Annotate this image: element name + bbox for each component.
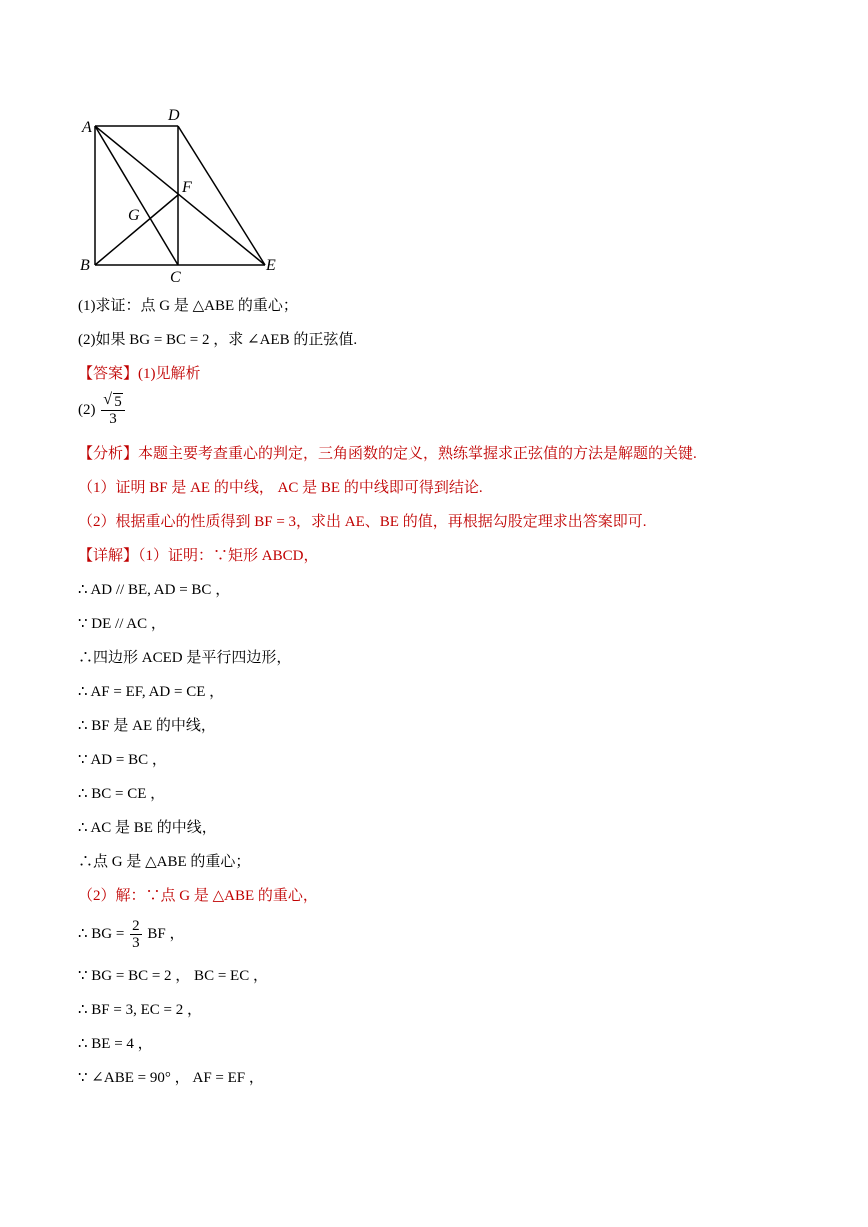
label-a: A [82,119,92,136]
question-1: (1)求证：点 G 是 △ABE 的重心； [78,298,298,314]
analysis-step1: （1）证明 BF 是 AE 的中线， AC 是 BE 的中线即可得到结论. [78,480,483,496]
analysis-step2: （2）根据重心的性质得到 BF = 3，求出 AE、BE 的值，再根据勾股定理求出答案即可. [78,514,647,530]
label-g: G [128,207,140,224]
answer-tag: 【答案】 [78,366,139,382]
detail-l12-pre: ∴ BG = [78,925,125,942]
detail-l1: （1）证明：∵矩形 ABCD， [138,548,319,564]
answer-denominator: 3 [109,411,117,427]
geometry-figure [70,100,300,290]
segment-ac [95,126,178,265]
detail-l4: ∴四边形 ACED 是平行四边形， [78,650,292,666]
analysis-tag: 【分析】 [78,446,139,462]
label-e: E [266,257,276,274]
answer-part2 [78,394,127,427]
detail-l12-numerator: 2 [132,918,140,934]
detail-l9: ∴ AC 是 BE 的中线， [78,820,217,836]
detail-l13: ∵ BG = BC = 2 ， BC = EC ， [78,968,268,984]
detail-l3: ∵ DE // AC ， [78,616,166,632]
detail-l10: ∴点 G 是 △ABE 的重心； [78,854,251,870]
detail-l12-post: BF ， [147,925,185,942]
detail-l2: ∴ AD // BE, AD = BC ， [78,582,231,598]
question-2: (2)如果 BG = BC = 2 ，求 ∠AEB 的正弦值. [78,332,358,348]
detail-l6: ∴ BF 是 AE 的中线， [78,718,216,734]
detail-l5: ∴ AF = EF, AD = CE ， [78,684,225,700]
label-d: D [168,107,180,124]
detail-l15: ∴ BE = 4 ， [78,1036,153,1052]
detail-l12-denominator: 3 [132,935,140,951]
analysis-text: 本题主要考查重心的判定，三角函数的定义，熟练掌握求正弦值的方法是解题的关键. [138,446,697,462]
detail-l8: ∴ BC = CE ， [78,786,166,802]
detail-l16: ∵ ∠ABE = 90° ， AF = EF ， [78,1070,264,1086]
analysis-line [78,444,697,464]
detail-l14: ∴ BF = 3, EC = 2 ， [78,1002,202,1018]
segment-bf [95,195,178,265]
label-b: B [80,257,90,274]
answer-part1: (1)见解析 [138,366,201,382]
label-c: C [170,269,181,286]
detail-line-1 [78,546,318,566]
answer-fraction [101,394,125,427]
label-f: F [182,179,192,196]
detail-l12 [78,918,184,951]
answer-line [78,364,201,384]
answer-part2-label: (2) [78,401,96,418]
detail-l12-fraction [130,918,142,951]
detail-l7: ∵ AD = BC ， [78,752,167,768]
detail-tag: 【详解】 [78,548,139,564]
answer-numerator: 5 [114,394,122,410]
detail-l11: （2）解：∵点 G 是 △ABE 的重心， [78,888,318,904]
